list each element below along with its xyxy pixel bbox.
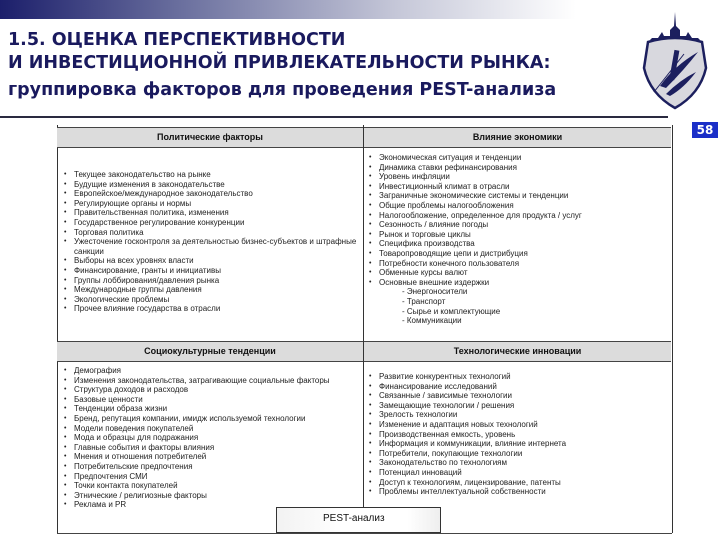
list-item: • Потребители, покупающие технологии [368,449,668,459]
list-item: • Изменение и адаптация новых технологий [368,420,668,430]
technology-factors-list [368,372,668,497]
list-item: • Европейское/международное законодательство [63,189,359,199]
university-emblem-icon [640,8,710,110]
list-subitem: - Сырье и комплектующие [402,306,501,316]
list-item: • Реклама и PR [63,500,359,510]
list-item: • Экологические проблемы [63,295,359,305]
list-item: • Структура доходов и расходов [63,385,359,395]
pest-analysis-caption: PEST-анализ [276,507,441,533]
list-item: • Проблемы интеллектуальной собственности [368,487,668,497]
page-title-line2: И ИНВЕСТИЦИОННОЙ ПРИВЛЕКАТЕЛЬНОСТИ РЫНКА: [8,53,551,73]
political-header: Политические факторы [57,127,363,148]
list-item: • Предпочтения СМИ [63,472,359,482]
page-title-line1: 1.5. ОЦЕНКА ПЕРСПЕКТИВНОСТИ [8,30,346,50]
list-item: • Бренд, репутация компании, имидж используемой технологии [63,414,359,424]
column-divider [363,125,364,533]
list-item: • Изменения законодательства, затрагивающие социальные факторы [63,376,359,386]
social-header: Социокультурные тенденции [57,341,363,362]
list-item: • Специфика производства [368,239,668,249]
list-item: • Группы лоббирования/давления рынка [63,276,359,286]
list-item: • Замещающие технологии / решения [368,401,668,411]
header-divider [0,116,668,118]
list-item: • Развитие конкурентных технологий [368,372,668,382]
list-item: • Международные группы давления [63,285,359,295]
list-item: • Будущие изменения в законодательстве [63,180,359,190]
list-item: • Информация и коммуникации, влияние интернета [368,439,668,449]
economic-factors-list [368,153,668,326]
list-item: • Точки контакта покупателей [63,481,359,491]
list-subitem: - Энергоносители [402,287,468,297]
list-item: • Базовые ценности [63,395,359,405]
list-item: • Потребности конечного пользователя [368,259,668,269]
list-item: • Финансирование исследований [368,382,668,392]
list-item: • Прочее влияние государства в отрасли [63,304,359,314]
list-item: • Сезонность / влияние погоды [368,220,668,230]
list-item: • Ужесточение госконтроля за деятельностью бизнес-субъектов и штрафные санкции [63,237,359,256]
list-item: • Этнические / религиозные факторы [63,491,359,501]
list-item: • Выборы на всех уровнях власти [63,256,359,266]
political-factors-list [63,170,359,314]
list-item: • Общие проблемы налогообложения [368,201,668,211]
list-item: • Зрелость технологии [368,410,668,420]
technology-header: Технологические инновации [364,341,671,362]
social-factors-list [63,366,359,510]
list-item: • Потенциал инноваций [368,468,668,478]
list-item: • Регулирующие органы и нормы [63,199,359,209]
list-item: • Уровень инфляции [368,172,668,182]
page-number-badge: 58 [692,122,718,138]
page-subtitle: группировка факторов для проведения PEST-анализа [8,80,557,100]
list-item: • Экономическая ситуация и тенденции [368,153,668,163]
list-item: • Связанные / зависимые технологии [368,391,668,401]
list-item: • Обменные курсы валют [368,268,668,278]
list-item: • Государственное регулирование конкуренции [63,218,359,228]
list-item: • Торговая политика [63,228,359,238]
list-item: • Инвестиционный климат в отрасли [368,182,668,192]
list-item: • Заграничные экономические системы и тенденции [368,191,668,201]
list-item: • Динамика ставки рефинансирования [368,163,668,173]
list-item: • Главные события и факторы влияния [63,443,359,453]
list-item: • Рынок и торговые циклы [368,230,668,240]
table-bottom-border [57,533,672,534]
list-item: • Мнения и отношения потребителей [63,452,359,462]
list-item: • Текущее законодательство на рынке [63,170,359,180]
economic-header: Влияние экономики [364,127,671,148]
list-item: • Тенденции образа жизни [63,404,359,414]
list-item: • Демография [63,366,359,376]
top-gradient-band [0,0,720,19]
list-item: • Налогообложение, определенное для продукта / услуг [368,211,668,221]
list-item: • Товаропроводящие цепи и дистрибуция [368,249,668,259]
list-item: • Модели поведения покупателей [63,424,359,434]
list-item: • Финансирование, гранты и инициативы [63,266,359,276]
list-item: • Основные внешние издержки [368,278,668,288]
list-item: • Потребительские предпочтения [63,462,359,472]
list-item: • Мода и образцы для подражания [63,433,359,443]
list-subitem: - Коммуникации [402,316,462,326]
list-subitem: - Транспорт [402,296,446,306]
list-item: • Законодательство по технологиям [368,458,668,468]
list-item: • Доступ к технологиям, лицензирование, патенты [368,478,668,488]
list-item: • Производственная емкость, уровень [368,430,668,440]
list-item: • Правительственная политика, изменения [63,208,359,218]
